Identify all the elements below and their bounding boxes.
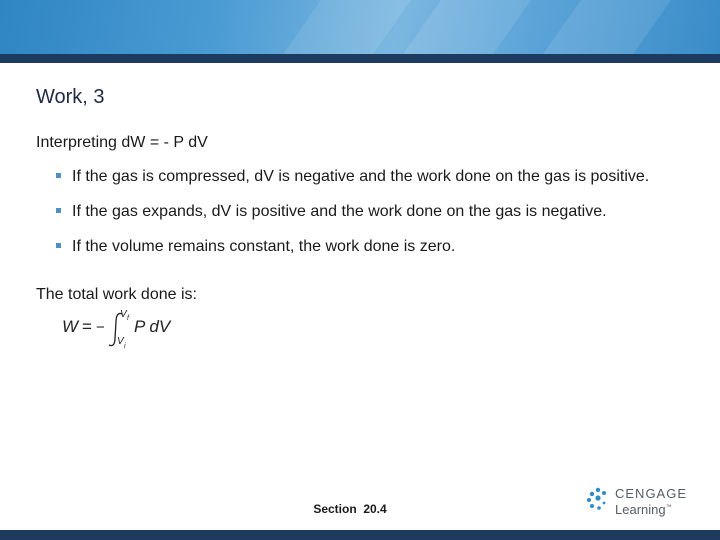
bullet-text: If the gas is compressed, dV is negative and the work done on the gas is positive. [72, 168, 650, 185]
footer-rule [0, 530, 720, 540]
logo-word-learning: Learning™ [615, 502, 672, 517]
header-rule [0, 54, 720, 63]
bullet-text: If the volume remains constant, the work done is zero. [72, 238, 456, 255]
cengage-logo [585, 484, 695, 520]
bullet-item [56, 236, 686, 257]
bullet-marker [56, 173, 61, 178]
upper-limit: V [120, 309, 127, 320]
lower-limit: V [117, 336, 124, 347]
bullet-text: If the gas expands, dV is positive and the work done on the gas is negative. [72, 203, 607, 220]
equation-lhs: W [62, 317, 79, 336]
bullet-marker [56, 208, 61, 213]
header-banner [0, 0, 720, 54]
bullet-item [56, 201, 686, 222]
intro-text: Interpreting dW = - P dV [36, 134, 208, 151]
cengage-dots-icon [585, 486, 611, 516]
bullet-marker [56, 243, 61, 248]
lower-limit-sub: i [124, 343, 126, 350]
integrand: P dV [134, 317, 171, 336]
total-work-text: The total work done is: [36, 286, 197, 303]
upper-limit-sub: f [127, 315, 129, 322]
logo-word-cengage: CENGAGE [615, 486, 688, 501]
bullet-list [56, 166, 686, 271]
equation-minus: − [96, 319, 105, 336]
section-word: Section [313, 502, 357, 516]
equation-equals: = [82, 317, 92, 336]
work-integral-equation [60, 308, 190, 350]
bullet-item [56, 166, 686, 187]
section-number: 20.4 [363, 502, 387, 516]
slide-title: Work, 3 [36, 86, 105, 108]
